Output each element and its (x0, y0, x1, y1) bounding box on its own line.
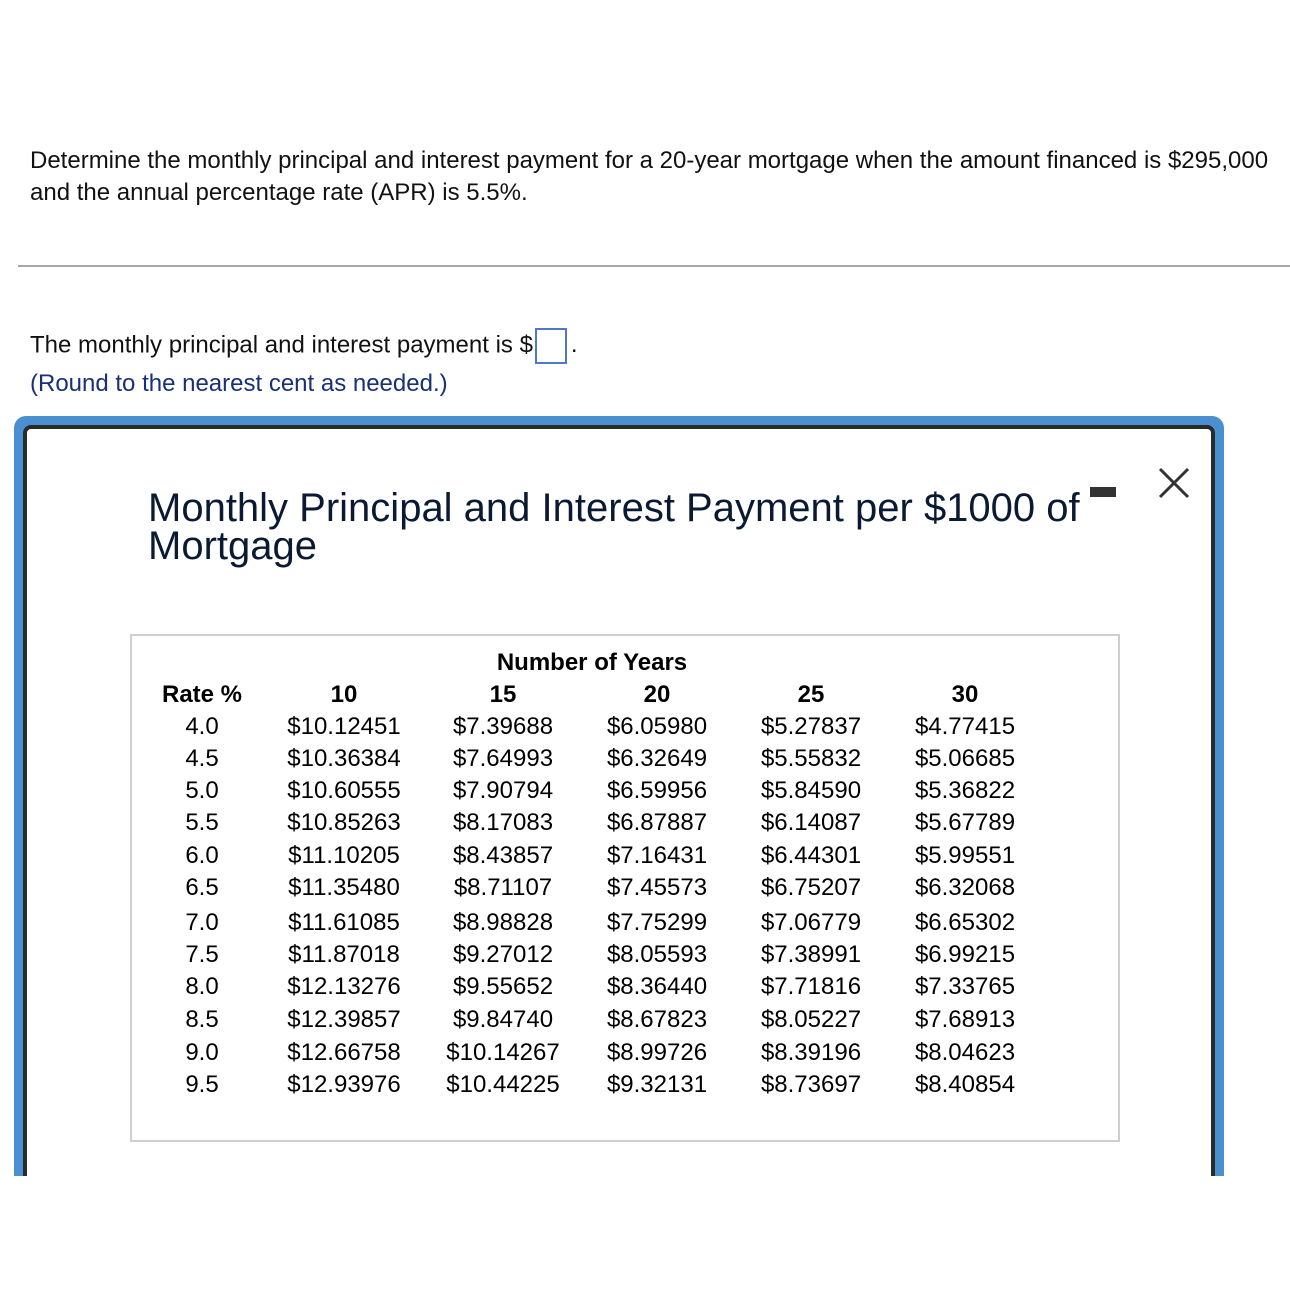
payment-cell: $8.39196 (760, 1039, 862, 1066)
payment-cell: $7.16431 (606, 842, 708, 869)
payment-cell: $5.84590 (760, 777, 862, 804)
payment-cell: $8.43857 (452, 842, 554, 869)
payment-cell: $11.61085 (288, 909, 400, 936)
payment-cell: $6.65302 (914, 909, 1016, 936)
payment-cell: $7.39688 (452, 713, 554, 740)
payment-cell: $9.55652 (452, 973, 554, 1000)
payment-cell: $6.14087 (760, 809, 862, 836)
payment-table (130, 634, 1120, 1142)
payment-cell: $8.05593 (606, 941, 708, 968)
year-column-header-10: 10 (330, 681, 358, 708)
year-column-header-30: 30 (951, 681, 979, 708)
payment-cell: $9.84740 (452, 1006, 554, 1033)
payment-cell: $8.40854 (914, 1071, 1016, 1098)
rate-cell: 4.5 (185, 745, 219, 772)
payment-cell: $8.71107 (453, 874, 553, 901)
rounding-hint: (Round to the nearest cent as needed.) (30, 370, 448, 397)
payment-cell: $10.14267 (446, 1039, 560, 1066)
payment-cell: $10.12451 (287, 713, 401, 740)
year-column-header-25: 25 (797, 681, 825, 708)
payment-cell: $6.44301 (760, 842, 862, 869)
popup-body (23, 425, 1215, 1176)
payment-cell: $12.39857 (287, 1006, 401, 1033)
payment-cell: $7.71816 (760, 973, 862, 1000)
rate-cell: 8.0 (185, 973, 219, 1000)
answer-prefix: The monthly principal and interest payment is $ (30, 331, 533, 359)
payment-cell: $8.04623 (914, 1039, 1016, 1066)
payment-cell: $7.45573 (606, 874, 708, 901)
payment-cell: $6.99215 (914, 941, 1016, 968)
payment-cell: $5.67789 (914, 809, 1016, 836)
answer-suffix: . (570, 331, 578, 359)
question-text: Determine the monthly principal and interest payment for a 20-year mortgage when the amount financed is $295,000 and the annual percentage rate (APR) is 5.5%. (30, 147, 1269, 206)
payment-cell: $7.68913 (914, 1006, 1016, 1033)
minimize-icon[interactable] (1090, 487, 1116, 497)
payment-cell: $8.67823 (606, 1006, 708, 1033)
rate-cell: 8.5 (185, 1006, 219, 1033)
payment-cell: $8.73697 (760, 1071, 862, 1098)
payment-cell: $10.44225 (446, 1071, 560, 1098)
rate-column-header: Rate % (161, 681, 243, 708)
payment-cell: $8.36440 (606, 973, 708, 1000)
close-icon[interactable] (1154, 463, 1194, 503)
payment-cell: $5.55832 (760, 745, 862, 772)
payment-cell: $4.77415 (914, 713, 1016, 740)
payment-cell: $7.75299 (606, 909, 708, 936)
payment-cell: $8.05227 (760, 1006, 862, 1033)
payment-cell: $11.10205 (288, 842, 400, 869)
payment-cell: $12.93976 (287, 1071, 401, 1098)
payment-cell: $11.87018 (288, 941, 400, 968)
payment-cell: $12.13276 (287, 973, 401, 1000)
payment-cell: $8.99726 (606, 1039, 708, 1066)
divider (18, 265, 1290, 267)
payment-cell: $10.60555 (287, 777, 401, 804)
payment-cell: $5.27837 (760, 713, 862, 740)
rate-cell: 4.0 (185, 713, 219, 740)
rate-cell: 7.5 (185, 941, 219, 968)
payment-cell: $7.64993 (452, 745, 554, 772)
answer-line (30, 328, 578, 364)
payment-cell: $8.17083 (452, 809, 554, 836)
payment-cell: $12.66758 (287, 1039, 401, 1066)
year-column-header-20: 20 (643, 681, 671, 708)
answer-input[interactable] (535, 328, 567, 364)
rate-cell: 9.0 (185, 1039, 219, 1066)
payment-cell: $8.98828 (452, 909, 554, 936)
payment-cell: $9.27012 (452, 941, 554, 968)
payment-cell: $7.38991 (760, 941, 862, 968)
payment-cell: $7.33765 (914, 973, 1016, 1000)
rate-cell: 5.0 (185, 777, 219, 804)
payment-cell: $7.06779 (760, 909, 862, 936)
table-popup (14, 416, 1224, 1176)
payment-cell: $10.85263 (287, 809, 401, 836)
year-column-header-15: 15 (489, 681, 517, 708)
payment-cell: $9.32131 (606, 1071, 708, 1098)
years-group-header: Number of Years (496, 649, 688, 676)
payment-cell: $6.87887 (606, 809, 708, 836)
payment-cell: $5.06685 (914, 745, 1016, 772)
payment-cell: $6.32649 (606, 745, 708, 772)
rate-cell: 7.0 (185, 909, 219, 936)
rate-cell: 5.5 (185, 809, 219, 836)
payment-cell: $6.75207 (760, 874, 862, 901)
payment-cell: $6.32068 (914, 874, 1016, 901)
payment-cell: $6.05980 (606, 713, 708, 740)
payment-cell: $11.35480 (288, 874, 400, 901)
rate-cell: 9.5 (185, 1071, 219, 1098)
payment-cell: $5.99551 (914, 842, 1016, 869)
payment-cell: $5.36822 (914, 777, 1016, 804)
rate-cell: 6.5 (185, 874, 219, 901)
payment-cell: $10.36384 (287, 745, 401, 772)
payment-cell: $7.90794 (452, 777, 554, 804)
popup-title: Monthly Principal and Interest Payment per $1000 of Mortgage (148, 486, 1080, 568)
payment-cell: $6.59956 (606, 777, 708, 804)
rate-cell: 6.0 (185, 842, 219, 869)
